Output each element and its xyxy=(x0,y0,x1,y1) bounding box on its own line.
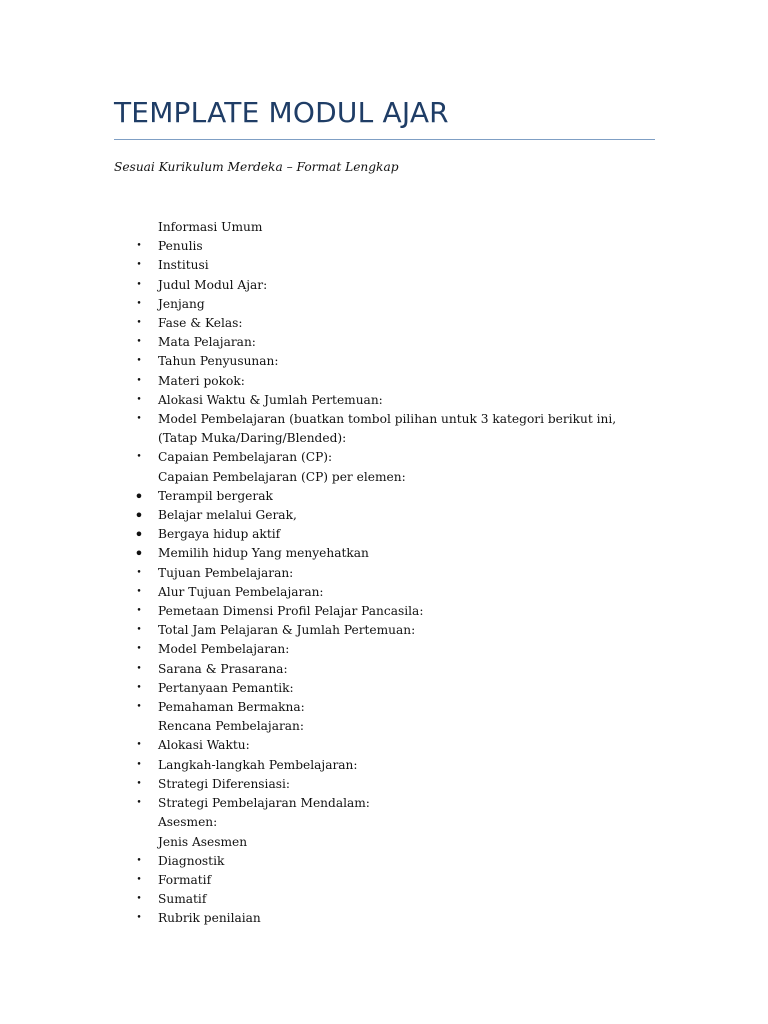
bullet-icon: • xyxy=(136,874,142,885)
list-item-text: Mata Pelajaran: xyxy=(158,335,256,350)
list-item xyxy=(0,852,640,871)
bullet-icon: • xyxy=(136,414,142,425)
outline-list xyxy=(0,218,768,929)
list-item xyxy=(0,218,640,237)
bullet-icon: • xyxy=(136,356,142,367)
list-item xyxy=(0,333,640,352)
list-item-text: Diagnostik xyxy=(158,853,225,868)
bullet-icon: • xyxy=(134,544,144,564)
list-item xyxy=(0,621,640,640)
bullet-icon: • xyxy=(136,855,142,866)
bullet-icon: • xyxy=(136,894,142,905)
list-item-text: Fase & Kelas: xyxy=(158,316,243,331)
list-item xyxy=(0,487,640,506)
list-item xyxy=(0,256,640,275)
list-item xyxy=(0,602,640,621)
bullet-icon: • xyxy=(136,625,142,636)
list-item xyxy=(0,679,640,698)
list-item xyxy=(0,890,640,909)
bullet-icon: • xyxy=(134,525,144,545)
list-item-text: Capaian Pembelajaran (CP): xyxy=(158,450,333,465)
list-item-text: Capaian Pembelajaran (CP) per elemen: xyxy=(158,469,406,484)
list-item xyxy=(0,660,640,679)
list-item-text: Strategi Diferensiasi: xyxy=(158,776,290,791)
list-item-text: Alokasi Waktu & Jumlah Pertemuan: xyxy=(158,392,383,407)
bullet-icon: • xyxy=(136,663,142,674)
list-item-text: Penulis xyxy=(158,239,203,254)
list-item-text: Bergaya hidup aktif xyxy=(158,527,281,542)
bullet-icon: • xyxy=(136,682,142,693)
list-item-text: Alokasi Waktu: xyxy=(158,738,250,753)
list-item-text: Model Pembelajaran: xyxy=(158,642,290,657)
list-item xyxy=(0,468,640,487)
list-item-text: Langkah-langkah Pembelajaran: xyxy=(158,757,358,772)
list-item xyxy=(0,352,640,371)
bullet-icon: • xyxy=(136,241,142,252)
list-item xyxy=(0,544,640,563)
bullet-icon: • xyxy=(136,740,142,751)
list-item-text: Strategi Pembelajaran Mendalam: xyxy=(158,796,370,811)
list-item xyxy=(0,314,640,333)
list-item-text: Pertanyaan Pemantik: xyxy=(158,680,294,695)
list-item xyxy=(0,295,640,314)
list-item-text: Tahun Penyusunan: xyxy=(158,354,279,369)
bullet-icon: • xyxy=(136,586,142,597)
bullet-icon: • xyxy=(136,702,142,713)
list-item xyxy=(0,525,640,544)
bullet-icon: • xyxy=(134,506,144,526)
bullet-icon: • xyxy=(136,279,142,290)
list-item xyxy=(0,871,640,890)
list-item xyxy=(0,506,640,525)
bullet-icon: • xyxy=(136,606,142,617)
list-item xyxy=(0,717,640,736)
bullet-icon: • xyxy=(136,913,142,924)
bullet-icon: • xyxy=(136,798,142,809)
list-item-text: Memilih hidup Yang menyehatkan xyxy=(158,546,369,561)
bullet-icon: • xyxy=(134,486,144,506)
list-item-text: Rubrik penilaian xyxy=(158,911,261,926)
page-title: TEMPLATE MODUL AJAR xyxy=(114,96,449,129)
list-item xyxy=(0,756,640,775)
list-item-text: Pemahaman Bermakna: xyxy=(158,700,305,715)
list-item-text: Sumatif xyxy=(158,892,207,907)
list-item-text: Model Pembelajaran (buatkan tombol pilihan untuk 3 kategori berikut ini, (Tatap Muka/Daring/Blended): xyxy=(158,412,617,446)
title-underline xyxy=(114,139,655,140)
bullet-icon: • xyxy=(136,394,142,405)
list-item xyxy=(0,775,640,794)
bullet-icon: • xyxy=(136,337,142,348)
list-item-text: Rencana Pembelajaran: xyxy=(158,719,305,734)
list-item-text: Informasi Umum xyxy=(158,220,263,234)
bullet-icon: • xyxy=(136,778,142,789)
list-item-text: Asesmen: xyxy=(158,815,218,830)
list-item xyxy=(0,237,640,256)
list-item xyxy=(0,736,640,755)
list-item xyxy=(0,794,640,813)
list-item xyxy=(0,448,640,467)
bullet-icon: • xyxy=(136,375,142,386)
page-subtitle: Sesuai Kurikulum Merdeka – Format Lengkap xyxy=(114,160,399,174)
list-item xyxy=(0,276,640,295)
list-item-text: Jenis Asesmen xyxy=(158,834,248,849)
bullet-icon: • xyxy=(136,567,142,578)
list-item xyxy=(0,564,640,583)
list-item-text: Pemetaan Dimensi Profil Pelajar Pancasila: xyxy=(158,604,424,619)
bullet-icon: • xyxy=(136,298,142,309)
bullet-icon: • xyxy=(136,452,142,463)
list-item xyxy=(0,410,640,448)
list-item-text: Materi pokok: xyxy=(158,373,245,388)
list-item-text: Jenjang xyxy=(158,296,205,311)
list-item xyxy=(0,583,640,602)
bullet-icon: • xyxy=(136,644,142,655)
list-item xyxy=(0,813,640,832)
bullet-icon: • xyxy=(136,759,142,770)
list-item-text: Sarana & Prasarana: xyxy=(158,661,288,676)
list-item-text: Total Jam Pelajaran & Jumlah Pertemuan: xyxy=(158,623,416,638)
list-item xyxy=(0,391,640,410)
list-item-text: Terampil bergerak xyxy=(158,488,273,503)
list-item-text: Judul Modul Ajar: xyxy=(158,277,268,292)
list-item xyxy=(0,909,640,928)
bullet-icon: • xyxy=(136,318,142,329)
list-item-text: Tujuan Pembelajaran: xyxy=(158,565,294,580)
bullet-icon: • xyxy=(136,260,142,271)
list-item-text: Formatif xyxy=(158,872,212,887)
list-item-text: Belajar melalui Gerak, xyxy=(158,508,297,523)
list-item-text: Institusi xyxy=(158,258,209,273)
list-item xyxy=(0,640,640,659)
list-item-text: Alur Tujuan Pembelajaran: xyxy=(158,584,324,599)
list-item xyxy=(0,833,640,852)
list-item xyxy=(0,698,640,717)
list-item xyxy=(0,372,640,391)
